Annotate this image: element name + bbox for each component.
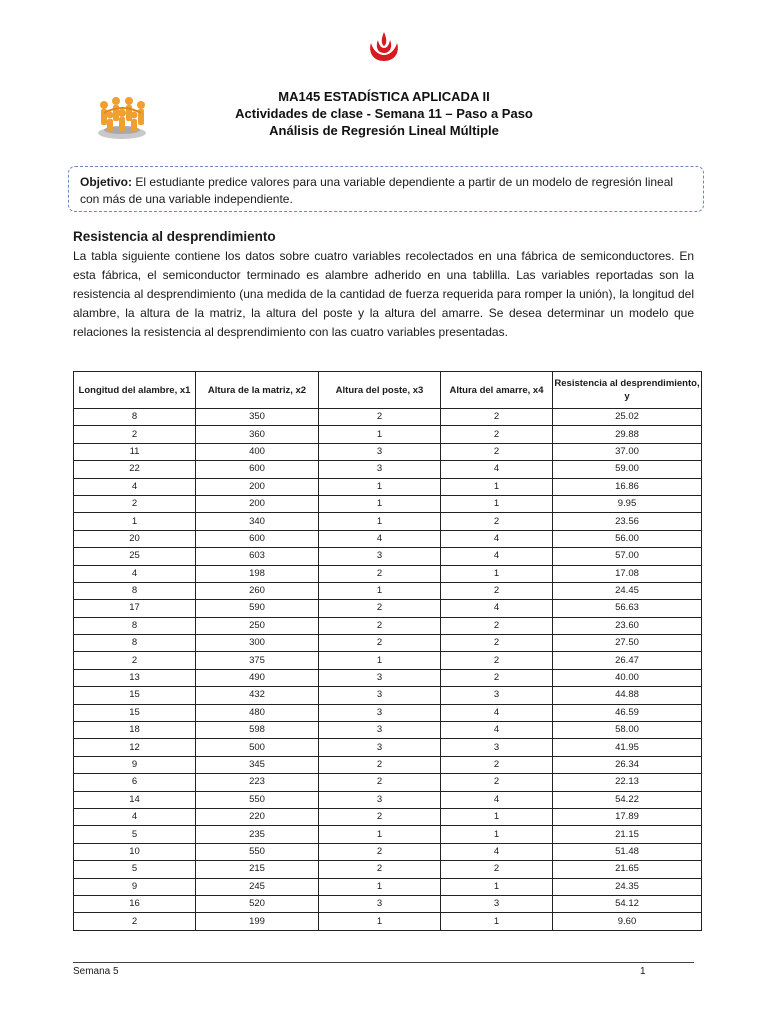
section-paragraph: La tabla siguiente contiene los datos sobre cuatro variables recolectados en una fábrica de semiconductores. En esta fábrica, el semiconductor terminado es alambre adherido en una tablilla. Las variables reportadas son la resistencia al desprendimiento (una medida de la cantidad de fuerza requerida para romper la unión), la longitud del alambre, la altura de la matriz, la altura del poste y la altura del amarre. Se desea determinar un modelo que relaciones la resistencia al desprendimiento con las cuatro variables presentadas.: [73, 249, 694, 339]
table-cell: 44.88: [553, 687, 702, 704]
table-cell: 51.48: [553, 843, 702, 860]
table-cell: 37.00: [553, 443, 702, 460]
table-cell: 24.45: [553, 582, 702, 599]
table-cell: 24.35: [553, 878, 702, 895]
table-cell: 2: [441, 617, 553, 634]
table-cell: 1: [74, 513, 196, 530]
table-cell: 550: [196, 843, 319, 860]
table-row: [74, 913, 702, 930]
table-cell: 9: [74, 878, 196, 895]
table-cell: 550: [196, 791, 319, 808]
table-cell: 3: [319, 722, 441, 739]
table-cell: 1: [319, 652, 441, 669]
table-cell: 18: [74, 722, 196, 739]
table-cell: 14: [74, 791, 196, 808]
table-cell: 9.60: [553, 913, 702, 930]
table-cell: 215: [196, 861, 319, 878]
col-header-x3: Altura del poste, x3: [319, 372, 441, 409]
activity-subtitle: Actividades de clase - Semana 11 – Paso a Paso: [235, 106, 533, 121]
table-cell: 250: [196, 617, 319, 634]
table-cell: 2: [319, 600, 441, 617]
table-cell: 5: [74, 826, 196, 843]
table-body: [74, 409, 702, 931]
table-cell: 400: [196, 443, 319, 460]
table-row: [74, 530, 702, 547]
table-cell: 480: [196, 704, 319, 721]
table-cell: 2: [441, 409, 553, 426]
table-cell: 8: [74, 635, 196, 652]
table-row: [74, 774, 702, 791]
table-cell: 360: [196, 426, 319, 443]
table-cell: 235: [196, 826, 319, 843]
table-cell: 2: [441, 669, 553, 686]
table-cell: 3: [319, 687, 441, 704]
table-cell: 590: [196, 600, 319, 617]
table-cell: 3: [441, 739, 553, 756]
table-cell: 21.15: [553, 826, 702, 843]
table-cell: 2: [319, 635, 441, 652]
table-cell: 345: [196, 756, 319, 773]
table-row: [74, 600, 702, 617]
table-cell: 2: [441, 426, 553, 443]
table-cell: 350: [196, 409, 319, 426]
topic-title: Análisis de Regresión Lineal Múltiple: [269, 123, 499, 138]
table-cell: 17.89: [553, 808, 702, 825]
table-row: [74, 635, 702, 652]
table-cell: 3: [441, 895, 553, 912]
table-cell: 2: [441, 443, 553, 460]
table-cell: 57.00: [553, 548, 702, 565]
table-cell: 4: [441, 600, 553, 617]
table-cell: 2: [441, 774, 553, 791]
col-header-x1: Longitud del alambre, x1: [74, 372, 196, 409]
table-row: [74, 426, 702, 443]
table-cell: 1: [441, 826, 553, 843]
table-cell: 27.50: [553, 635, 702, 652]
table-cell: 1: [441, 495, 553, 512]
table-cell: 4: [441, 530, 553, 547]
table-cell: 4: [441, 548, 553, 565]
table-cell: 198: [196, 565, 319, 582]
table-cell: 432: [196, 687, 319, 704]
table-row: [74, 826, 702, 843]
table-cell: 9.95: [553, 495, 702, 512]
table-cell: 1: [319, 878, 441, 895]
table-cell: 17.08: [553, 565, 702, 582]
table-cell: 200: [196, 478, 319, 495]
table-cell: 6: [74, 774, 196, 791]
university-logo-icon: [366, 28, 402, 64]
table-row: [74, 843, 702, 860]
table-row: [74, 756, 702, 773]
table-cell: 223: [196, 774, 319, 791]
table-cell: 2: [319, 861, 441, 878]
table-cell: 17: [74, 600, 196, 617]
table-cell: 2: [319, 756, 441, 773]
table-cell: 4: [441, 704, 553, 721]
table-cell: 3: [319, 548, 441, 565]
table-row: [74, 409, 702, 426]
table-cell: 4: [441, 843, 553, 860]
table-cell: 2: [441, 756, 553, 773]
table-cell: 199: [196, 913, 319, 930]
table-cell: 3: [319, 669, 441, 686]
table-cell: 520: [196, 895, 319, 912]
table-cell: 2: [441, 652, 553, 669]
table-cell: 11: [74, 443, 196, 460]
table-cell: 200: [196, 495, 319, 512]
table-cell: 54.12: [553, 895, 702, 912]
document-header: [150, 88, 618, 139]
table-cell: 220: [196, 808, 319, 825]
table-row: [74, 895, 702, 912]
course-title: MA145 ESTADÍSTICA APLICADA II: [278, 89, 490, 104]
table-row: [74, 548, 702, 565]
table-cell: 15: [74, 704, 196, 721]
table-cell: 8: [74, 617, 196, 634]
table-cell: 4: [441, 791, 553, 808]
table-cell: 3: [319, 461, 441, 478]
table-cell: 300: [196, 635, 319, 652]
table-cell: 29.88: [553, 426, 702, 443]
table-row: [74, 478, 702, 495]
table-cell: 603: [196, 548, 319, 565]
table-cell: 15: [74, 687, 196, 704]
table-cell: 41.95: [553, 739, 702, 756]
table-cell: 340: [196, 513, 319, 530]
table-cell: 56.00: [553, 530, 702, 547]
table-cell: 2: [74, 426, 196, 443]
table-cell: 46.59: [553, 704, 702, 721]
table-row: [74, 582, 702, 599]
table-row: [74, 739, 702, 756]
col-header-x4: Altura del amarre, x4: [441, 372, 553, 409]
data-table: [73, 371, 702, 931]
table-cell: 20: [74, 530, 196, 547]
table-row: [74, 513, 702, 530]
table-cell: 600: [196, 461, 319, 478]
table-cell: 3: [441, 687, 553, 704]
footer-divider: [73, 962, 694, 963]
table-cell: 26.47: [553, 652, 702, 669]
table-cell: 21.65: [553, 861, 702, 878]
table-row: [74, 565, 702, 582]
table-cell: 2: [319, 617, 441, 634]
table-cell: 25.02: [553, 409, 702, 426]
table-row: [74, 495, 702, 512]
table-cell: 13: [74, 669, 196, 686]
table-cell: 1: [319, 426, 441, 443]
table-cell: 23.60: [553, 617, 702, 634]
table-cell: 1: [441, 878, 553, 895]
table-row: [74, 652, 702, 669]
table-cell: 4: [74, 478, 196, 495]
footer-week-label: Semana 5: [73, 966, 119, 977]
table-cell: 490: [196, 669, 319, 686]
table-cell: 1: [319, 495, 441, 512]
table-cell: 4: [441, 722, 553, 739]
table-cell: 245: [196, 878, 319, 895]
table-cell: 375: [196, 652, 319, 669]
section-title: Resistencia al desprendimiento: [73, 229, 276, 244]
table-cell: 10: [74, 843, 196, 860]
table-cell: 1: [319, 913, 441, 930]
table-cell: 4: [74, 565, 196, 582]
col-header-y: Resistencia al desprendimiento, y: [553, 372, 702, 409]
teamwork-circle-icon: [92, 95, 152, 141]
table-cell: 1: [319, 513, 441, 530]
table-cell: 1: [441, 565, 553, 582]
table-cell: 600: [196, 530, 319, 547]
table-cell: 598: [196, 722, 319, 739]
table-cell: 16.86: [553, 478, 702, 495]
col-header-x2: Altura de la matriz, x2: [196, 372, 319, 409]
table-cell: 2: [74, 495, 196, 512]
table-cell: 260: [196, 582, 319, 599]
table-cell: 3: [319, 739, 441, 756]
table-row: [74, 669, 702, 686]
table-cell: 8: [74, 409, 196, 426]
table-cell: 8: [74, 582, 196, 599]
table-row: [74, 791, 702, 808]
table-cell: 22: [74, 461, 196, 478]
table-cell: 2: [74, 652, 196, 669]
objective-text: El estudiante predice valores para una variable dependiente a partir de un modelo de regresión lineal con más de una variable independiente.: [80, 175, 674, 206]
table-cell: 23.56: [553, 513, 702, 530]
table-cell: 22.13: [553, 774, 702, 791]
table-row: [74, 617, 702, 634]
table-cell: 1: [441, 478, 553, 495]
table-cell: 25: [74, 548, 196, 565]
table-row: [74, 687, 702, 704]
table-cell: 3: [319, 895, 441, 912]
table-row: [74, 461, 702, 478]
table-cell: 2: [319, 808, 441, 825]
table-cell: 2: [441, 513, 553, 530]
table-cell: 2: [441, 861, 553, 878]
table-cell: 59.00: [553, 461, 702, 478]
table-cell: 56.63: [553, 600, 702, 617]
table-cell: 3: [319, 704, 441, 721]
table-row: [74, 878, 702, 895]
objective-box: [68, 166, 704, 212]
table-cell: 1: [319, 478, 441, 495]
page-number: 1: [640, 966, 646, 977]
table-cell: 2: [441, 582, 553, 599]
table-row: [74, 722, 702, 739]
table-cell: 1: [441, 808, 553, 825]
table-cell: 2: [319, 409, 441, 426]
table-row: [74, 443, 702, 460]
table-cell: 26.34: [553, 756, 702, 773]
table-row: [74, 808, 702, 825]
table-cell: 12: [74, 739, 196, 756]
table-cell: 3: [319, 443, 441, 460]
table-cell: 4: [319, 530, 441, 547]
table-cell: 4: [74, 808, 196, 825]
table-cell: 58.00: [553, 722, 702, 739]
table-row: [74, 861, 702, 878]
table-cell: 4: [441, 461, 553, 478]
table-row: [74, 704, 702, 721]
objective-label: Objetivo:: [80, 175, 133, 189]
table-cell: 9: [74, 756, 196, 773]
table-cell: 2: [319, 565, 441, 582]
table-cell: 3: [319, 791, 441, 808]
table-cell: 500: [196, 739, 319, 756]
table-cell: 54.22: [553, 791, 702, 808]
table-cell: 1: [319, 582, 441, 599]
table-cell: 2: [441, 635, 553, 652]
table-cell: 2: [74, 913, 196, 930]
table-header-row: [74, 372, 702, 409]
table-cell: 1: [441, 913, 553, 930]
table-cell: 1: [319, 826, 441, 843]
table-cell: 2: [319, 843, 441, 860]
table-cell: 5: [74, 861, 196, 878]
table-cell: 2: [319, 774, 441, 791]
table-cell: 16: [74, 895, 196, 912]
table-cell: 40.00: [553, 669, 702, 686]
